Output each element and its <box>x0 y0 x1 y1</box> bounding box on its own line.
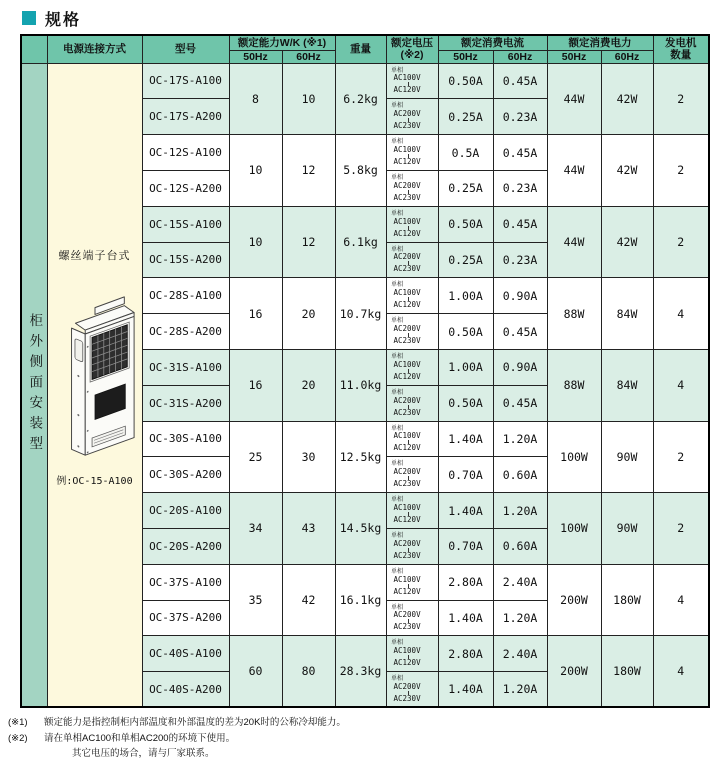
subheader-current-60hz: 60Hz <box>493 50 547 63</box>
footnote-1 <box>8 715 710 730</box>
voltage-from: AC100V <box>393 646 421 656</box>
capacity-50hz-cell: 25 <box>229 421 282 493</box>
weight-cell: 5.8kg <box>335 135 386 207</box>
voltage-phase-label: 单相 <box>390 138 403 146</box>
voltage-phase-label: 单相 <box>390 389 403 396</box>
fan-quantity-cell: 2 <box>653 421 709 493</box>
voltage-to: AC230V <box>393 622 421 632</box>
power-60hz-cell: 90W <box>601 421 653 493</box>
weight-cell: 11.0kg <box>335 349 386 421</box>
footnote-text: 请在单相AC100和单相AC200的环境下使用。 <box>44 732 236 744</box>
voltage-to: AC230V <box>393 550 421 560</box>
model-cell: OC-37S-A200 <box>142 600 229 636</box>
capacity-50hz-cell: 16 <box>229 278 282 350</box>
current-60hz-cell: 2.40A <box>493 636 547 672</box>
voltage-to: AC120V <box>393 228 421 238</box>
current-60hz-cell: 0.45A <box>493 385 547 421</box>
power-50hz-cell: 44W <box>547 63 601 135</box>
weight-cell: 14.5kg <box>335 493 386 565</box>
voltage-to: AC120V <box>393 156 421 166</box>
subheader-capacity-60hz: 60Hz <box>282 50 335 63</box>
current-50hz-cell: 0.70A <box>438 528 493 564</box>
current-50hz-cell: 0.50A <box>438 63 493 99</box>
capacity-60hz-cell: 30 <box>282 421 335 493</box>
mount-type-cell <box>21 63 47 707</box>
model-cell: OC-28S-A100 <box>142 278 229 314</box>
voltage-phase-label: 单相 <box>390 675 403 682</box>
spec-table <box>20 34 710 708</box>
capacity-50hz-cell: 60 <box>229 636 282 708</box>
voltage-to: AC120V <box>393 658 421 668</box>
voltage-from: AC100V <box>393 145 421 155</box>
subheader-power-50hz: 50Hz <box>547 50 601 63</box>
voltage-cell <box>386 493 438 529</box>
col-header-current: 额定消费电流 <box>438 35 547 50</box>
voltage-from: AC200V <box>393 109 421 119</box>
model-cell: OC-12S-A100 <box>142 135 229 171</box>
voltage-to: AC230V <box>393 479 421 489</box>
col-header-voltage-line1: 额定电压 <box>391 37 433 50</box>
voltage-from: AC200V <box>393 324 421 334</box>
current-60hz-cell: 1.20A <box>493 600 547 636</box>
voltage-cell <box>386 63 438 99</box>
voltage-to: AC230V <box>393 407 421 417</box>
capacity-60hz-cell: 20 <box>282 278 335 350</box>
voltage-phase-label: 单相 <box>390 353 403 360</box>
spec-table-body <box>21 63 709 707</box>
fan-quantity-cell: 2 <box>653 63 709 135</box>
power-50hz-cell: 44W <box>547 135 601 207</box>
footnotes <box>8 715 710 761</box>
model-cell: OC-31S-A100 <box>142 349 229 385</box>
capacity-60hz-cell: 12 <box>282 206 335 278</box>
current-50hz-cell: 1.00A <box>438 278 493 314</box>
capacity-60hz-cell: 80 <box>282 636 335 708</box>
voltage-cell <box>386 457 438 493</box>
voltage-phase-label: 单相 <box>390 246 403 253</box>
voltage-from: AC100V <box>393 574 421 584</box>
voltage-to: AC120V <box>393 514 421 524</box>
voltage-phase-label: 单相 <box>390 460 403 468</box>
product-illustration <box>52 289 138 465</box>
model-cell: OC-20S-A100 <box>142 493 229 529</box>
voltage-cell <box>386 385 438 421</box>
capacity-60hz-cell: 12 <box>282 135 335 207</box>
voltage-from: AC100V <box>393 288 421 298</box>
current-50hz-cell: 0.5A <box>438 135 493 171</box>
section-marker-icon <box>22 11 36 25</box>
fan-quantity-cell: 4 <box>653 278 709 350</box>
model-cell: OC-12S-A200 <box>142 170 229 206</box>
power-50hz-cell: 88W <box>547 349 601 421</box>
power-connection-cell <box>47 63 142 707</box>
col-header-quantity-line1: 发电机 <box>665 37 697 50</box>
current-50hz-cell: 0.50A <box>438 385 493 421</box>
voltage-from: AC200V <box>393 395 421 405</box>
model-cell: OC-30S-A200 <box>142 457 229 493</box>
current-60hz-cell: 0.90A <box>493 349 547 385</box>
voltage-to: AC120V <box>393 300 421 310</box>
voltage-from: AC200V <box>393 467 421 477</box>
capacity-50hz-cell: 35 <box>229 564 282 636</box>
voltage-to: AC230V <box>393 264 421 274</box>
voltage-cell <box>386 99 438 135</box>
power-60hz-cell: 42W <box>601 135 653 207</box>
footnote-2 <box>8 731 710 746</box>
voltage-from: AC200V <box>393 610 421 620</box>
power-60hz-cell: 42W <box>601 63 653 135</box>
voltage-to: AC120V <box>393 443 421 453</box>
col-header-model: 型号 <box>142 35 229 63</box>
current-50hz-cell: 0.25A <box>438 170 493 206</box>
voltage-phase-label: 单相 <box>390 281 403 289</box>
weight-cell: 28.3kg <box>335 636 386 708</box>
table-row <box>21 63 709 99</box>
voltage-phase-label: 单相 <box>390 603 403 611</box>
voltage-to: AC230V <box>393 192 421 202</box>
power-60hz-cell: 42W <box>601 206 653 278</box>
power-60hz-cell: 84W <box>601 278 653 350</box>
footnote-2-continued <box>8 746 710 761</box>
power-50hz-cell: 100W <box>547 493 601 565</box>
corner-cell <box>21 35 47 63</box>
voltage-phase-label: 单相 <box>390 317 403 325</box>
voltage-from: AC100V <box>393 503 421 513</box>
voltage-phase-label: 单相 <box>390 210 403 217</box>
weight-cell: 6.2kg <box>335 63 386 135</box>
voltage-from: AC200V <box>393 252 421 262</box>
model-cell: OC-17S-A200 <box>142 99 229 135</box>
fan-quantity-cell: 4 <box>653 349 709 421</box>
current-60hz-cell: 0.45A <box>493 206 547 242</box>
voltage-cell <box>386 421 438 457</box>
model-cell: OC-17S-A100 <box>142 63 229 99</box>
capacity-50hz-cell: 34 <box>229 493 282 565</box>
voltage-cell <box>386 600 438 636</box>
voltage-cell <box>386 636 438 672</box>
model-cell: OC-20S-A200 <box>142 528 229 564</box>
current-60hz-cell: 1.20A <box>493 672 547 708</box>
current-50hz-cell: 1.40A <box>438 600 493 636</box>
capacity-50hz-cell: 10 <box>229 206 282 278</box>
voltage-phase-label: 单相 <box>390 532 403 539</box>
subheader-power-60hz: 60Hz <box>601 50 653 63</box>
current-50hz-cell: 2.80A <box>438 564 493 600</box>
weight-cell: 10.7kg <box>335 278 386 350</box>
voltage-phase-label: 单相 <box>390 496 403 504</box>
voltage-cell <box>386 672 438 708</box>
fan-quantity-cell: 2 <box>653 135 709 207</box>
current-60hz-cell: 0.23A <box>493 242 547 278</box>
capacity-60hz-cell: 43 <box>282 493 335 565</box>
current-50hz-cell: 1.40A <box>438 421 493 457</box>
voltage-to: AC120V <box>393 586 421 596</box>
fan-quantity-cell: 4 <box>653 564 709 636</box>
col-header-voltage <box>386 35 438 63</box>
power-60hz-cell: 90W <box>601 493 653 565</box>
footnote-text: 其它电压的场合，请与厂家联系。 <box>72 747 215 759</box>
voltage-phase-label: 单相 <box>390 67 403 74</box>
capacity-60hz-cell: 20 <box>282 349 335 421</box>
capacity-60hz-cell: 10 <box>282 63 335 135</box>
subheader-current-50hz: 50Hz <box>438 50 493 63</box>
voltage-from: AC100V <box>393 73 421 83</box>
mount-type-label: 柜外侧面安装型 <box>27 313 43 457</box>
voltage-to: AC120V <box>393 85 421 95</box>
voltage-to: AC120V <box>393 371 421 381</box>
current-50hz-cell: 0.50A <box>438 206 493 242</box>
model-cell: OC-15S-A200 <box>142 242 229 278</box>
voltage-phase-label: 单相 <box>390 568 403 575</box>
model-cell: OC-28S-A200 <box>142 314 229 350</box>
current-60hz-cell: 0.45A <box>493 314 547 350</box>
voltage-phase-label: 单相 <box>390 174 403 181</box>
capacity-60hz-cell: 42 <box>282 564 335 636</box>
model-cell: OC-37S-A100 <box>142 564 229 600</box>
voltage-cell <box>386 564 438 600</box>
voltage-cell <box>386 314 438 350</box>
current-50hz-cell: 1.40A <box>438 672 493 708</box>
power-50hz-cell: 200W <box>547 636 601 708</box>
current-60hz-cell: 2.40A <box>493 564 547 600</box>
footnote-marker: (※1) <box>8 717 28 729</box>
current-60hz-cell: 0.23A <box>493 99 547 135</box>
capacity-50hz-cell: 10 <box>229 135 282 207</box>
current-50hz-cell: 1.40A <box>438 493 493 529</box>
current-50hz-cell: 0.50A <box>438 314 493 350</box>
model-cell: OC-31S-A200 <box>142 385 229 421</box>
current-60hz-cell: 0.90A <box>493 278 547 314</box>
spec-table-header <box>21 35 709 63</box>
footnote-text: 额定能力是指控制柜内部温度和外部温度的差为20K时的公称冷却能力。 <box>44 717 346 729</box>
current-60hz-cell: 1.20A <box>493 493 547 529</box>
page-title: 规格 <box>45 11 82 29</box>
current-60hz-cell: 0.45A <box>493 135 547 171</box>
current-50hz-cell: 1.00A <box>438 349 493 385</box>
voltage-from: AC100V <box>393 216 421 226</box>
col-header-capacity: 额定能力W/K (※1) <box>229 35 335 50</box>
page-title-row <box>0 0 710 34</box>
current-60hz-cell: 0.60A <box>493 457 547 493</box>
voltage-from: AC200V <box>393 180 421 190</box>
power-50hz-cell: 44W <box>547 206 601 278</box>
voltage-cell <box>386 528 438 564</box>
current-60hz-cell: 0.60A <box>493 528 547 564</box>
voltage-from: AC100V <box>393 359 421 369</box>
voltage-from: AC200V <box>393 538 421 548</box>
power-50hz-cell: 88W <box>547 278 601 350</box>
power-60hz-cell: 180W <box>601 636 653 708</box>
current-60hz-cell: 0.23A <box>493 170 547 206</box>
voltage-to: AC230V <box>393 121 421 131</box>
voltage-cell <box>386 170 438 206</box>
col-header-weight: 重量 <box>335 35 386 63</box>
col-header-power-connection: 电源连接方式 <box>47 35 142 63</box>
col-header-voltage-line2: (※2) <box>400 49 424 62</box>
power-50hz-cell: 100W <box>547 421 601 493</box>
current-50hz-cell: 0.25A <box>438 242 493 278</box>
fan-quantity-cell: 2 <box>653 493 709 565</box>
voltage-to: AC230V <box>393 693 421 703</box>
product-example-caption: 例:OC-15-A100 <box>56 475 133 487</box>
voltage-to: AC230V <box>393 335 421 345</box>
current-60hz-cell: 0.45A <box>493 63 547 99</box>
model-cell: OC-30S-A100 <box>142 421 229 457</box>
voltage-phase-label: 单相 <box>390 424 403 432</box>
capacity-50hz-cell: 8 <box>229 63 282 135</box>
voltage-cell <box>386 135 438 171</box>
voltage-phase-label: 单相 <box>390 102 403 110</box>
footnote-marker: (※2) <box>8 732 28 744</box>
current-50hz-cell: 2.80A <box>438 636 493 672</box>
voltage-phase-label: 单相 <box>390 639 403 647</box>
fan-quantity-cell: 4 <box>653 636 709 708</box>
power-60hz-cell: 84W <box>601 349 653 421</box>
subheader-capacity-50hz: 50Hz <box>229 50 282 63</box>
weight-cell: 16.1kg <box>335 564 386 636</box>
voltage-cell <box>386 242 438 278</box>
voltage-from: AC100V <box>393 431 421 441</box>
voltage-cell <box>386 349 438 385</box>
fan-quantity-cell: 2 <box>653 206 709 278</box>
weight-cell: 12.5kg <box>335 421 386 493</box>
power-50hz-cell: 200W <box>547 564 601 636</box>
capacity-50hz-cell: 16 <box>229 349 282 421</box>
current-50hz-cell: 0.25A <box>438 99 493 135</box>
voltage-cell <box>386 278 438 314</box>
col-header-quantity-line2: 数量 <box>670 49 692 62</box>
voltage-cell <box>386 206 438 242</box>
current-60hz-cell: 1.20A <box>493 421 547 457</box>
model-cell: OC-15S-A100 <box>142 206 229 242</box>
current-50hz-cell: 0.70A <box>438 457 493 493</box>
col-header-quantity <box>653 35 709 63</box>
model-cell: OC-40S-A200 <box>142 672 229 708</box>
weight-cell: 6.1kg <box>335 206 386 278</box>
col-header-power: 额定消费电力 <box>547 35 653 50</box>
power-60hz-cell: 180W <box>601 564 653 636</box>
model-cell: OC-40S-A100 <box>142 636 229 672</box>
voltage-from: AC200V <box>393 681 421 691</box>
connection-type-label: 螺丝端子台式 <box>58 249 131 262</box>
